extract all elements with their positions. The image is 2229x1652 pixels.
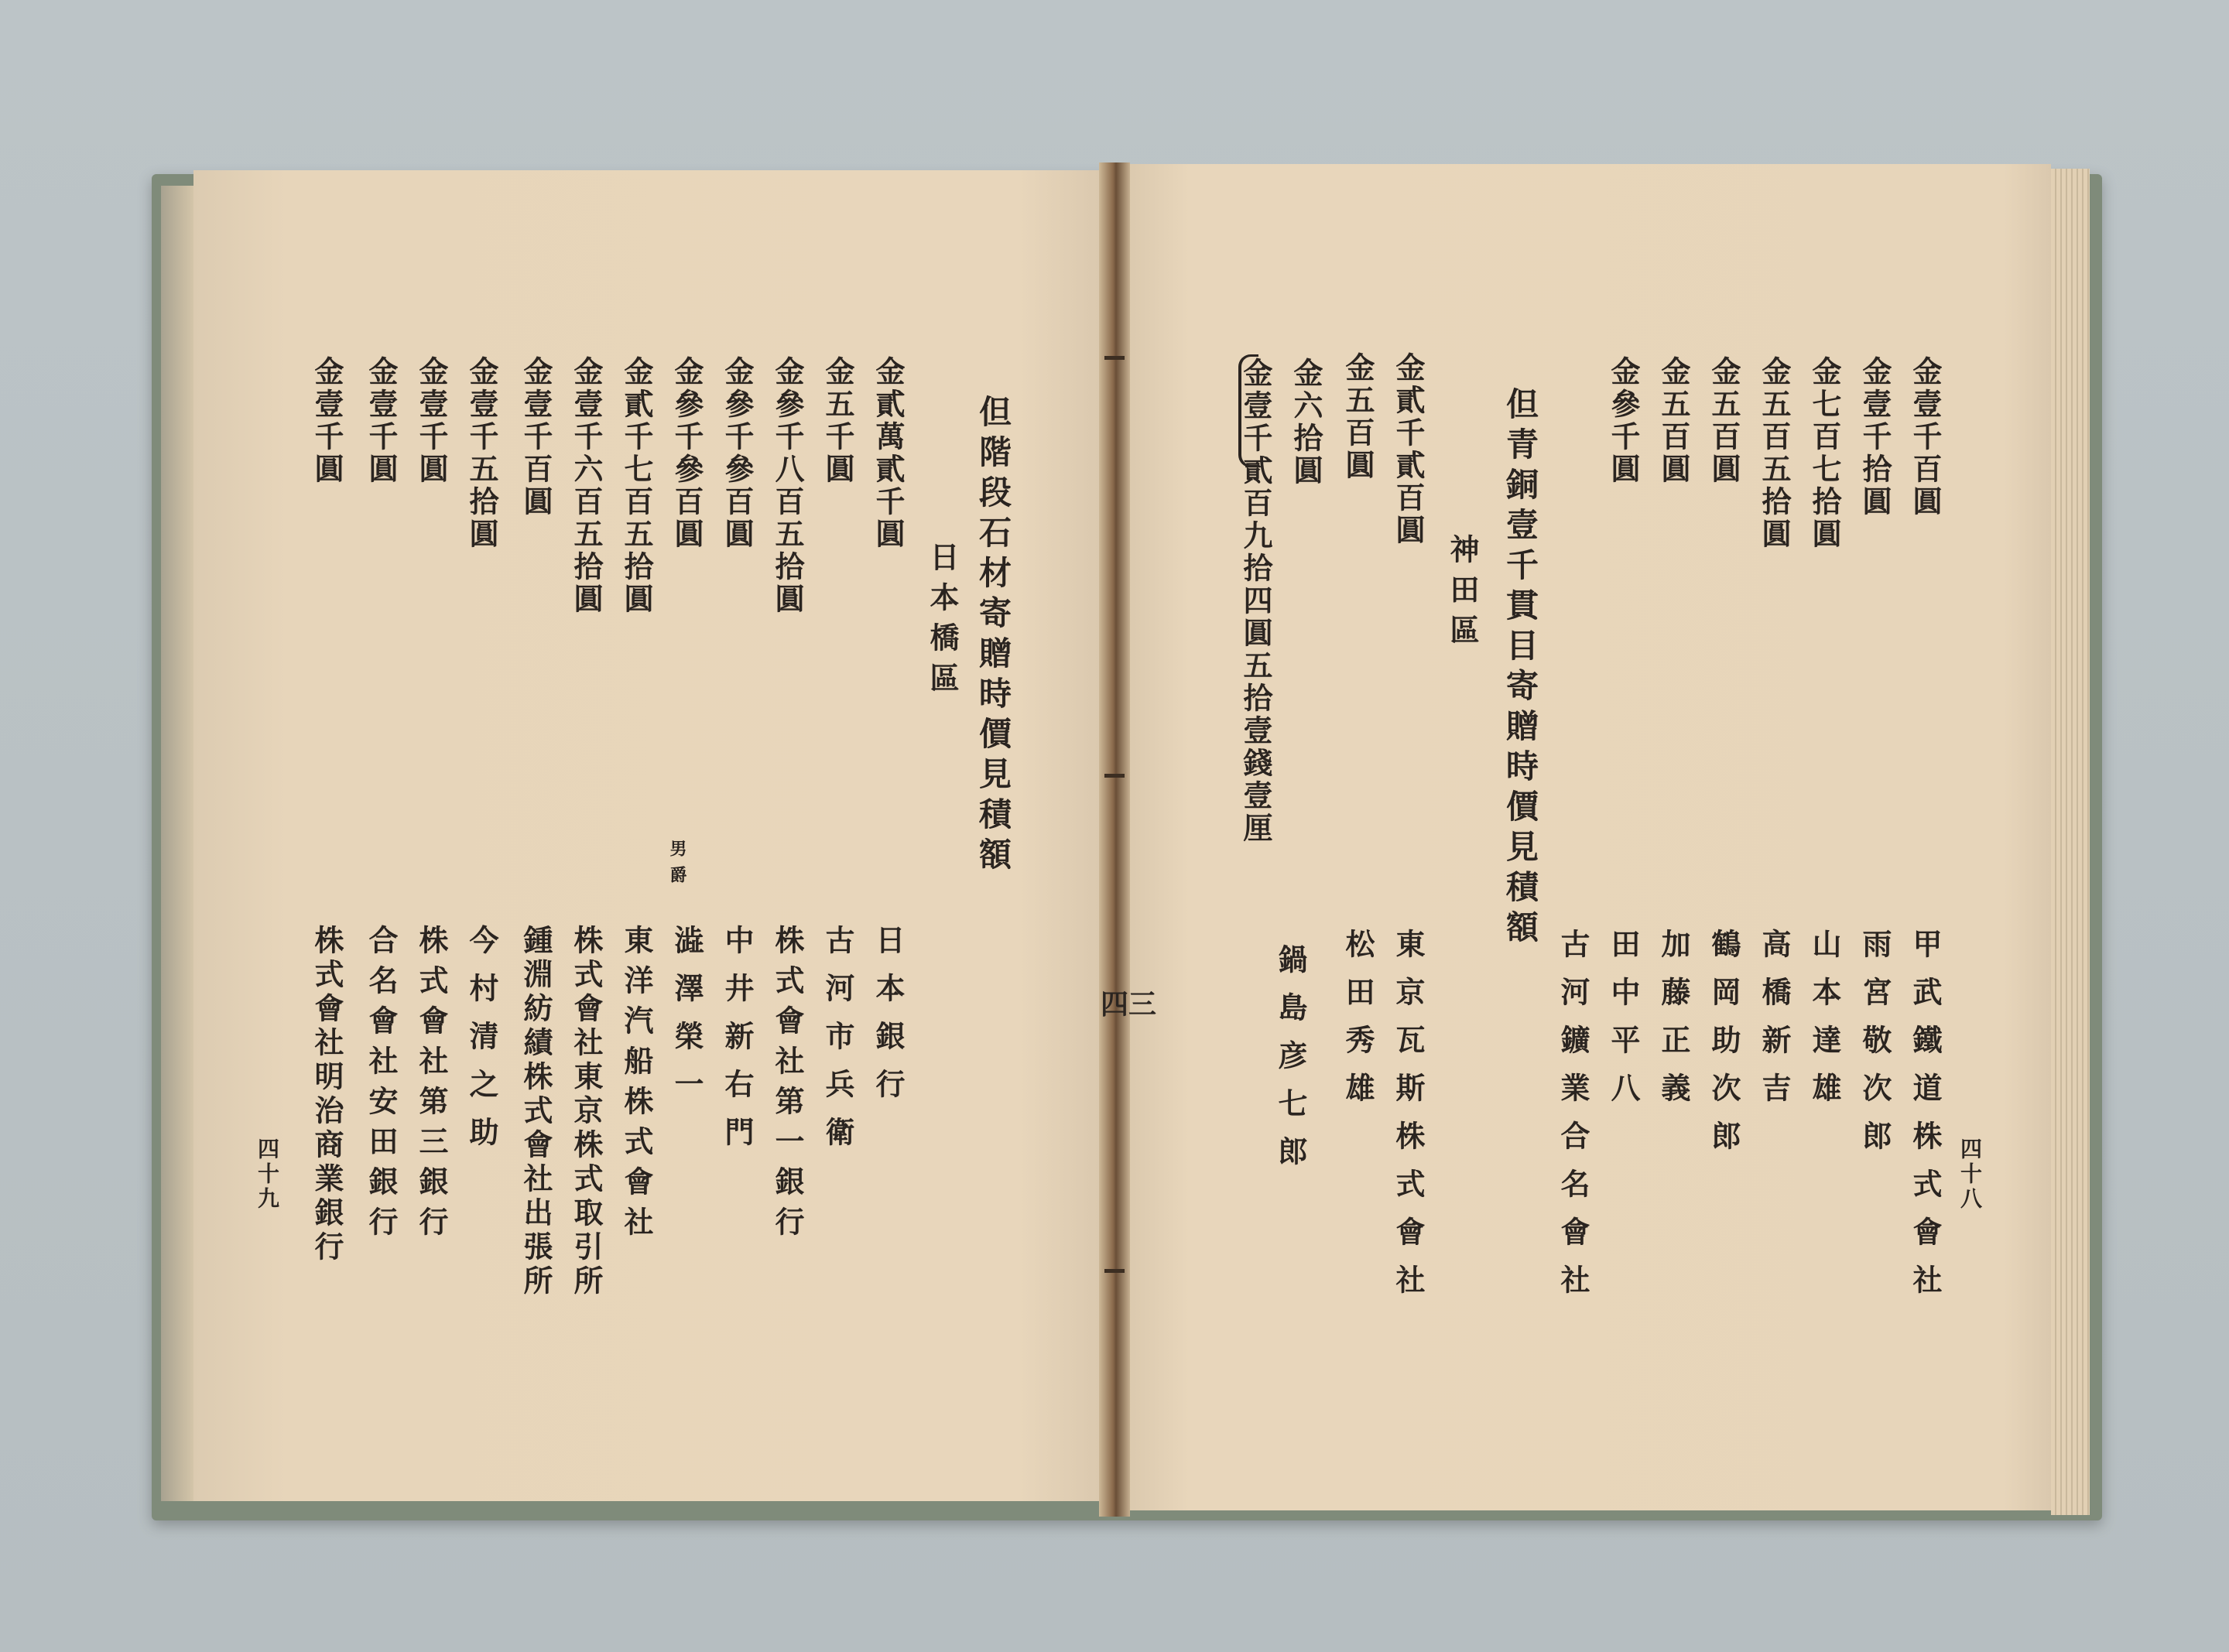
amount-entry: 金貳萬貳千圓 xyxy=(871,356,906,551)
amount-entry: 金參千參百圓 xyxy=(669,356,704,551)
district-label: 神田區 xyxy=(1445,534,1480,655)
amount-entry: 金壹千圓 xyxy=(414,356,449,486)
amount-entry: 金五百圓 xyxy=(1656,356,1691,486)
donor-name: 雨宮敬次郎 xyxy=(1858,929,1892,1168)
amount-entry: 金參千參百圓 xyxy=(720,356,755,551)
title-label: 男爵 xyxy=(667,840,687,892)
donor-name: 田中平八 xyxy=(1606,929,1641,1120)
amount-entry: 金壹千拾圓 xyxy=(1858,356,1892,518)
donor-name: 株式會社第三銀行 xyxy=(414,925,449,1247)
donor-name: 澁澤榮一 xyxy=(669,925,704,1117)
amount-entry: 金壹千圓 xyxy=(364,356,399,486)
gutter-page-number: 四三 xyxy=(1101,988,1157,1021)
donor-name: 株式會社第一銀行 xyxy=(770,925,805,1247)
donor-name: 鍋島彦七郎 xyxy=(1273,944,1308,1184)
donor-name: 古河市兵衛 xyxy=(820,925,855,1165)
donor-name: 加藤正義 xyxy=(1656,929,1691,1120)
amount-entry: 金五百圓 xyxy=(1707,356,1741,486)
donor-name: 鶴岡助次郎 xyxy=(1707,929,1741,1168)
donor-name: 高橋新吉 xyxy=(1757,929,1792,1120)
amount-entry: 金貳千七百五拾圓 xyxy=(619,356,654,616)
amount-entry: 金參千八百五拾圓 xyxy=(770,356,805,616)
amount-entry: 金壹千百圓 xyxy=(519,356,553,518)
amount-entry: 金壹千圓 xyxy=(310,356,344,486)
amount-entry: 金壹千百圓 xyxy=(1908,356,1943,518)
donor-name: 中井新右門 xyxy=(720,925,755,1165)
amount-entry: 金貳千貳百圓 xyxy=(1391,352,1426,547)
amount-entry: 金五百圓 xyxy=(1340,352,1375,482)
page-number: 四十八 xyxy=(1957,1137,1983,1212)
donor-name: 松田秀雄 xyxy=(1340,929,1375,1120)
right-page-stack xyxy=(2051,169,2090,1515)
section-heading: 但階段石材寄贈時價見積額 xyxy=(974,395,1012,877)
left-page-edge xyxy=(161,186,193,1501)
amount-entry: 金壹千貳百九拾四圓五拾壹錢壹厘 xyxy=(1238,357,1273,845)
book-gutter xyxy=(1099,162,1130,1517)
amount-entry: 金七百七拾圓 xyxy=(1807,356,1842,551)
amount-entry: 金參千圓 xyxy=(1606,356,1641,486)
donor-name: 山本達雄 xyxy=(1807,929,1842,1120)
donor-name: 古河鑛業合名會社 xyxy=(1556,929,1590,1312)
donor-name: 東京瓦斯株式會社 xyxy=(1391,929,1426,1312)
donor-name: 東洋汽船株式會社 xyxy=(619,925,654,1247)
donor-name: 株式會社東京株式取引所 xyxy=(569,925,604,1299)
page-number: 四十九 xyxy=(255,1137,280,1212)
donor-name: 甲武鐵道株式會社 xyxy=(1908,929,1943,1312)
amount-entry: 金壹千五拾圓 xyxy=(464,356,499,551)
amount-entry: 金六拾圓 xyxy=(1289,357,1323,487)
donor-name: 株式會社明治商業銀行 xyxy=(310,925,344,1265)
donor-name: 今村清之助 xyxy=(464,925,499,1165)
donor-name: 鍾淵紡績株式會社出張所 xyxy=(519,925,553,1299)
binding-stitch xyxy=(1104,1269,1125,1273)
donor-name: 日本銀行 xyxy=(871,925,906,1117)
binding-stitch xyxy=(1104,774,1125,778)
district-label: 日本橋區 xyxy=(925,542,960,703)
donor-name: 合名會社安田銀行 xyxy=(364,925,399,1247)
amount-entry: 金五百五拾圓 xyxy=(1757,356,1792,551)
section-heading: 但青銅壹千貫目寄贈時價見積額 xyxy=(1501,387,1539,950)
amount-entry: 金五千圓 xyxy=(820,356,855,486)
binding-stitch xyxy=(1104,356,1125,360)
amount-entry: 金壹千六百五拾圓 xyxy=(569,356,604,616)
